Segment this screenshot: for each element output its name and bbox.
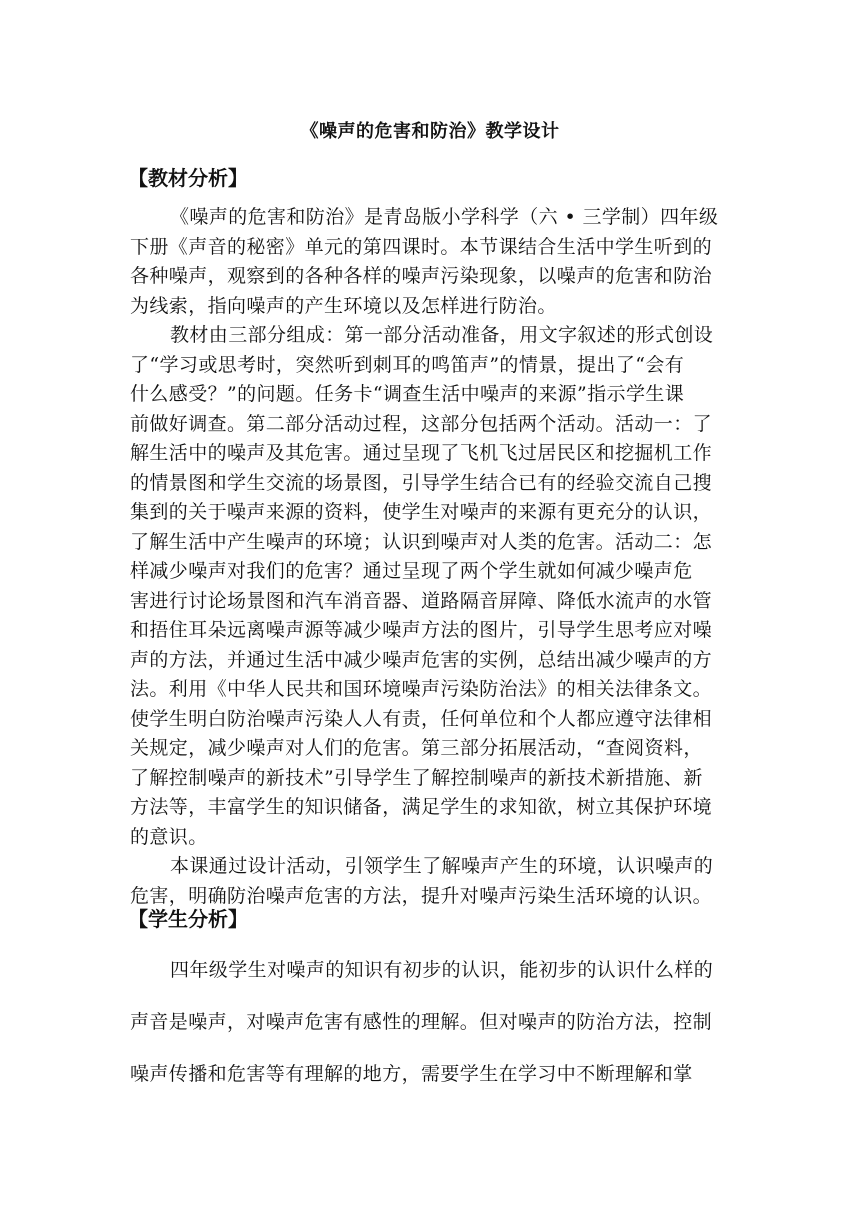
paragraph-line: 集到的关于噪声来源的资料，使学生对噪声的来源有更充分的认识，: [130, 501, 713, 523]
paragraph-line: 各种噪声，观察到的各种各样的噪声污染现象，以噪声的危害和防治: [130, 265, 713, 287]
paragraph-line: 了解生活中产生噪声的环境；认识到噪声对人类的危害。活动二：怎: [130, 530, 713, 553]
paragraph-line: 四年级学生对噪声的知识有初步的认识，能初步的认识什么样的: [170, 959, 714, 981]
paragraph-line: 的意识。: [130, 825, 208, 848]
paragraph-line: 教材由三部分组成：第一部分活动准备，用文字叙述的形式创设: [170, 324, 714, 346]
paragraph-line: 危害，明确防治噪声危害的方法，提升对噪声污染生活环境的认识。: [130, 884, 713, 907]
paragraph-line: 下册《声音的秘密》单元的第四课时。本节课结合生活中学生听到的: [130, 235, 713, 258]
paragraph-line: 使学生明白防治噪声污染人人有责，任何单位和个人都应遵守法律相: [130, 707, 713, 730]
section-heading-student-analysis: 【学生分析】: [128, 907, 248, 931]
paragraph-line: 前做好调查。第二部分活动过程，这部分包括两个活动。活动一：了: [130, 412, 713, 435]
paragraph-line: 方法等，丰富学生的知识储备，满足学生的求知欲，树立其保护环境: [130, 796, 713, 818]
textbook-analysis-body: [130, 203, 735, 911]
paragraph-line: 和捂住耳朵远离噪声源等减少噪声方法的图片，引导学生思考应对噪: [130, 619, 713, 641]
paragraph-line: 解生活中的噪声及其危害。通过呈现了飞机飞过居民区和挖掘机工作: [130, 442, 713, 464]
document-title: 《噪声的危害和防治》教学设计: [300, 121, 560, 142]
paragraph-line: 法。利用《中华人民共和国环境噪声污染防治法》的相关法律条文。: [130, 678, 713, 700]
paragraph-line: 了解控制噪声的新技术”引导学生了解控制噪声的新技术新措施、新: [130, 766, 703, 789]
paragraph-line: 声音是噪声，对噪声危害有感性的理解。但对噪声的防治方法，控制: [130, 1011, 713, 1033]
paragraph-line: 什么感受？”的问题。任务卡“调查生活中噪声的来源”指示学生课: [130, 383, 685, 405]
paragraph-line: 本课通过设计活动，引领学生了解噪声产生的环境，认识噪声的: [170, 855, 714, 877]
paragraph-line: 《噪声的危害和防治》是青岛版小学科学（六 • 三学制）四年级: [170, 206, 719, 228]
paragraph-line: 样减少噪声对我们的危害？通过呈现了两个学生就如何减少噪声危: [130, 560, 693, 582]
paragraph-line: 噪声传播和危害等有理解的地方，需要学生在学习中不断理解和掌: [130, 1063, 693, 1085]
paragraph-line: 关规定，减少噪声对人们的危害。第三部分拓展活动，“查阅资料，: [130, 737, 703, 759]
paragraph-line: 害进行讨论场景图和汽车消音器、道路隔音屏障、降低水流声的水管: [130, 589, 713, 612]
student-analysis-body: [130, 944, 735, 1100]
paragraph-line: 了“学习或思考时，突然听到刺耳的鸣笛声”的情景，提出了“会有: [130, 353, 685, 376]
paragraph-line: 的情景图和学生交流的场景图，引导学生结合已有的经验交流自己搜: [130, 471, 713, 494]
section-heading-textbook-analysis: 【教材分析】: [128, 166, 248, 190]
paragraph-line: 声的方法，并通过生活中减少噪声危害的实例，总结出减少噪声的方: [130, 648, 713, 671]
paragraph-line: 为线索，指向噪声的产生环境以及怎样进行防治。: [130, 294, 557, 317]
